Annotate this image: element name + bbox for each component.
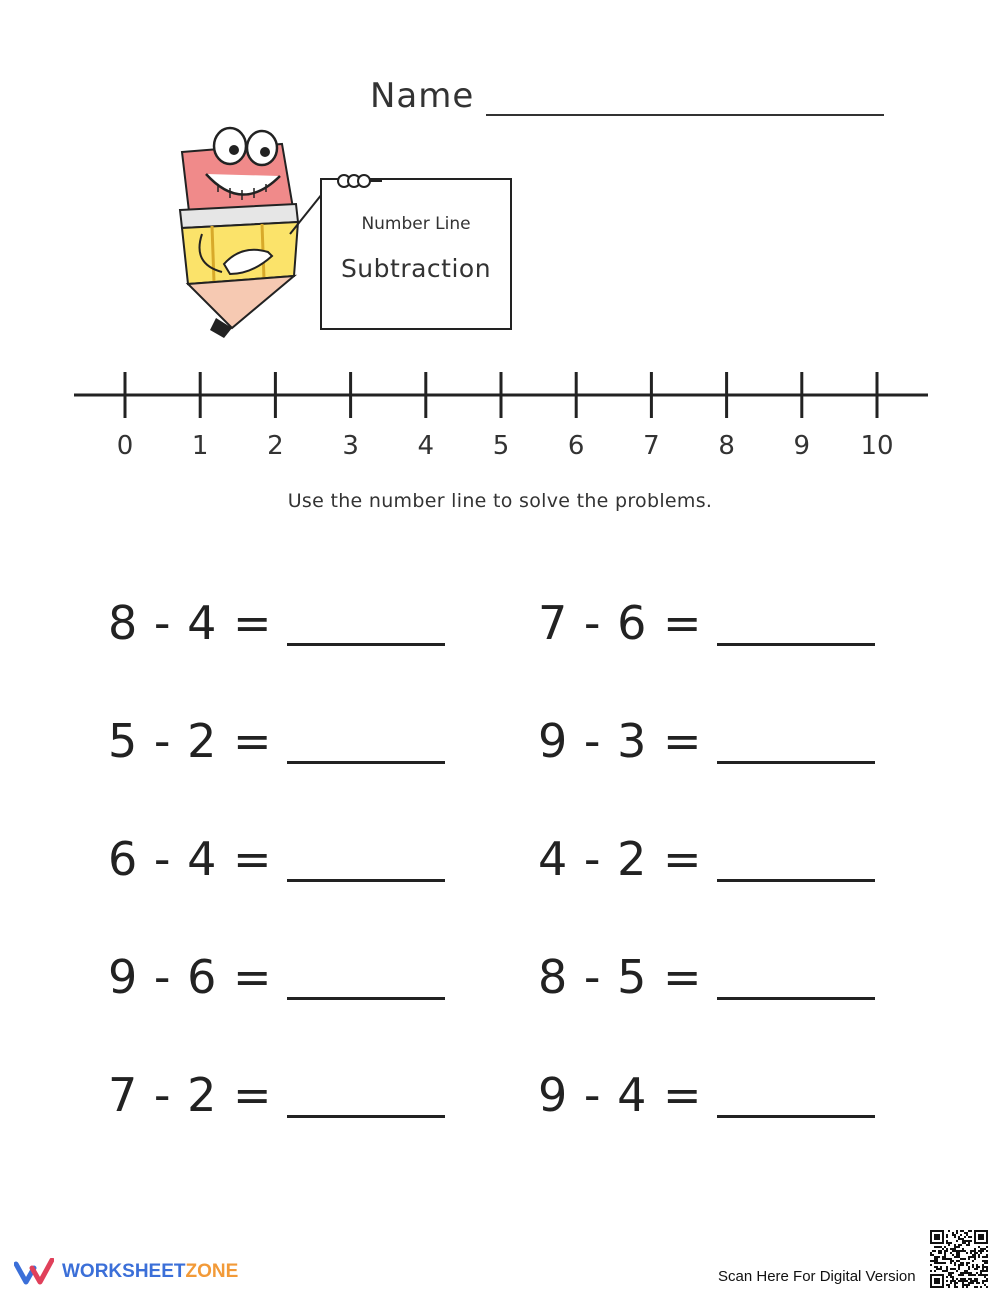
problem-expression: 7 - 6 = bbox=[538, 596, 703, 650]
instructions-text: Use the number line to solve the problems. bbox=[287, 490, 713, 512]
problem-expression: 4 - 2 = bbox=[538, 832, 703, 886]
math-problem bbox=[108, 1068, 445, 1122]
answer-blank[interactable] bbox=[717, 721, 875, 764]
math-problem bbox=[538, 596, 875, 650]
number-line-label: 7 bbox=[643, 431, 660, 461]
math-problem bbox=[538, 832, 875, 886]
logo-text-worksheet: WORKSHEET bbox=[62, 1261, 186, 1282]
problem-expression: 5 - 2 = bbox=[108, 714, 273, 768]
answer-blank[interactable] bbox=[287, 839, 445, 882]
number-line-label: 10 bbox=[860, 431, 894, 461]
qr-code-icon[interactable] bbox=[930, 1230, 988, 1288]
binder-rings-icon bbox=[336, 172, 386, 190]
problem-expression: 9 - 3 = bbox=[538, 714, 703, 768]
answer-blank[interactable] bbox=[717, 1075, 875, 1118]
number-line-label: 0 bbox=[116, 431, 134, 461]
logo-text-zone: ZONE bbox=[185, 1261, 239, 1282]
problem-expression: 8 - 4 = bbox=[108, 596, 273, 650]
math-problem bbox=[538, 1068, 875, 1122]
scan-caption: Scan Here For Digital Version bbox=[718, 1268, 916, 1285]
number-line-label: 6 bbox=[567, 431, 585, 461]
problem-expression: 9 - 4 = bbox=[538, 1068, 703, 1122]
answer-blank[interactable] bbox=[717, 603, 875, 646]
pencil-mascot-illustration bbox=[172, 124, 322, 344]
name-field[interactable] bbox=[486, 76, 884, 116]
problem-expression: 7 - 2 = bbox=[108, 1068, 273, 1122]
sign-subtitle: Number Line bbox=[361, 214, 471, 234]
name-row bbox=[370, 76, 884, 116]
number-line-label: 5 bbox=[492, 431, 510, 461]
sign-title: Subtraction bbox=[340, 254, 492, 283]
worksheetzone-logo bbox=[14, 1258, 238, 1286]
number-line-label: 9 bbox=[793, 431, 811, 461]
number-line-label: 8 bbox=[718, 431, 735, 461]
title-sign bbox=[320, 178, 512, 330]
number-line-label: 2 bbox=[267, 431, 284, 461]
name-label: Name bbox=[370, 76, 475, 116]
math-problem bbox=[108, 950, 445, 1004]
answer-blank[interactable] bbox=[287, 1075, 445, 1118]
problem-expression: 9 - 6 = bbox=[108, 950, 273, 1004]
answer-blank[interactable] bbox=[287, 957, 445, 1000]
answer-blank[interactable] bbox=[287, 721, 445, 764]
answer-blank[interactable] bbox=[717, 839, 875, 882]
number-line-label: 3 bbox=[342, 431, 359, 461]
number-line-label: 4 bbox=[417, 431, 435, 461]
math-problem bbox=[108, 714, 445, 768]
math-problem bbox=[538, 950, 875, 1004]
answer-blank[interactable] bbox=[717, 957, 875, 1000]
answer-blank[interactable] bbox=[287, 603, 445, 646]
worksheetzone-logo-icon bbox=[14, 1258, 54, 1286]
math-problem bbox=[108, 596, 445, 650]
problem-expression: 6 - 4 = bbox=[108, 832, 273, 886]
number-line-label: 1 bbox=[191, 431, 209, 461]
math-problem bbox=[108, 832, 445, 886]
problem-expression: 8 - 5 = bbox=[538, 950, 703, 1004]
math-problem bbox=[538, 714, 875, 768]
number-line bbox=[0, 360, 1000, 470]
